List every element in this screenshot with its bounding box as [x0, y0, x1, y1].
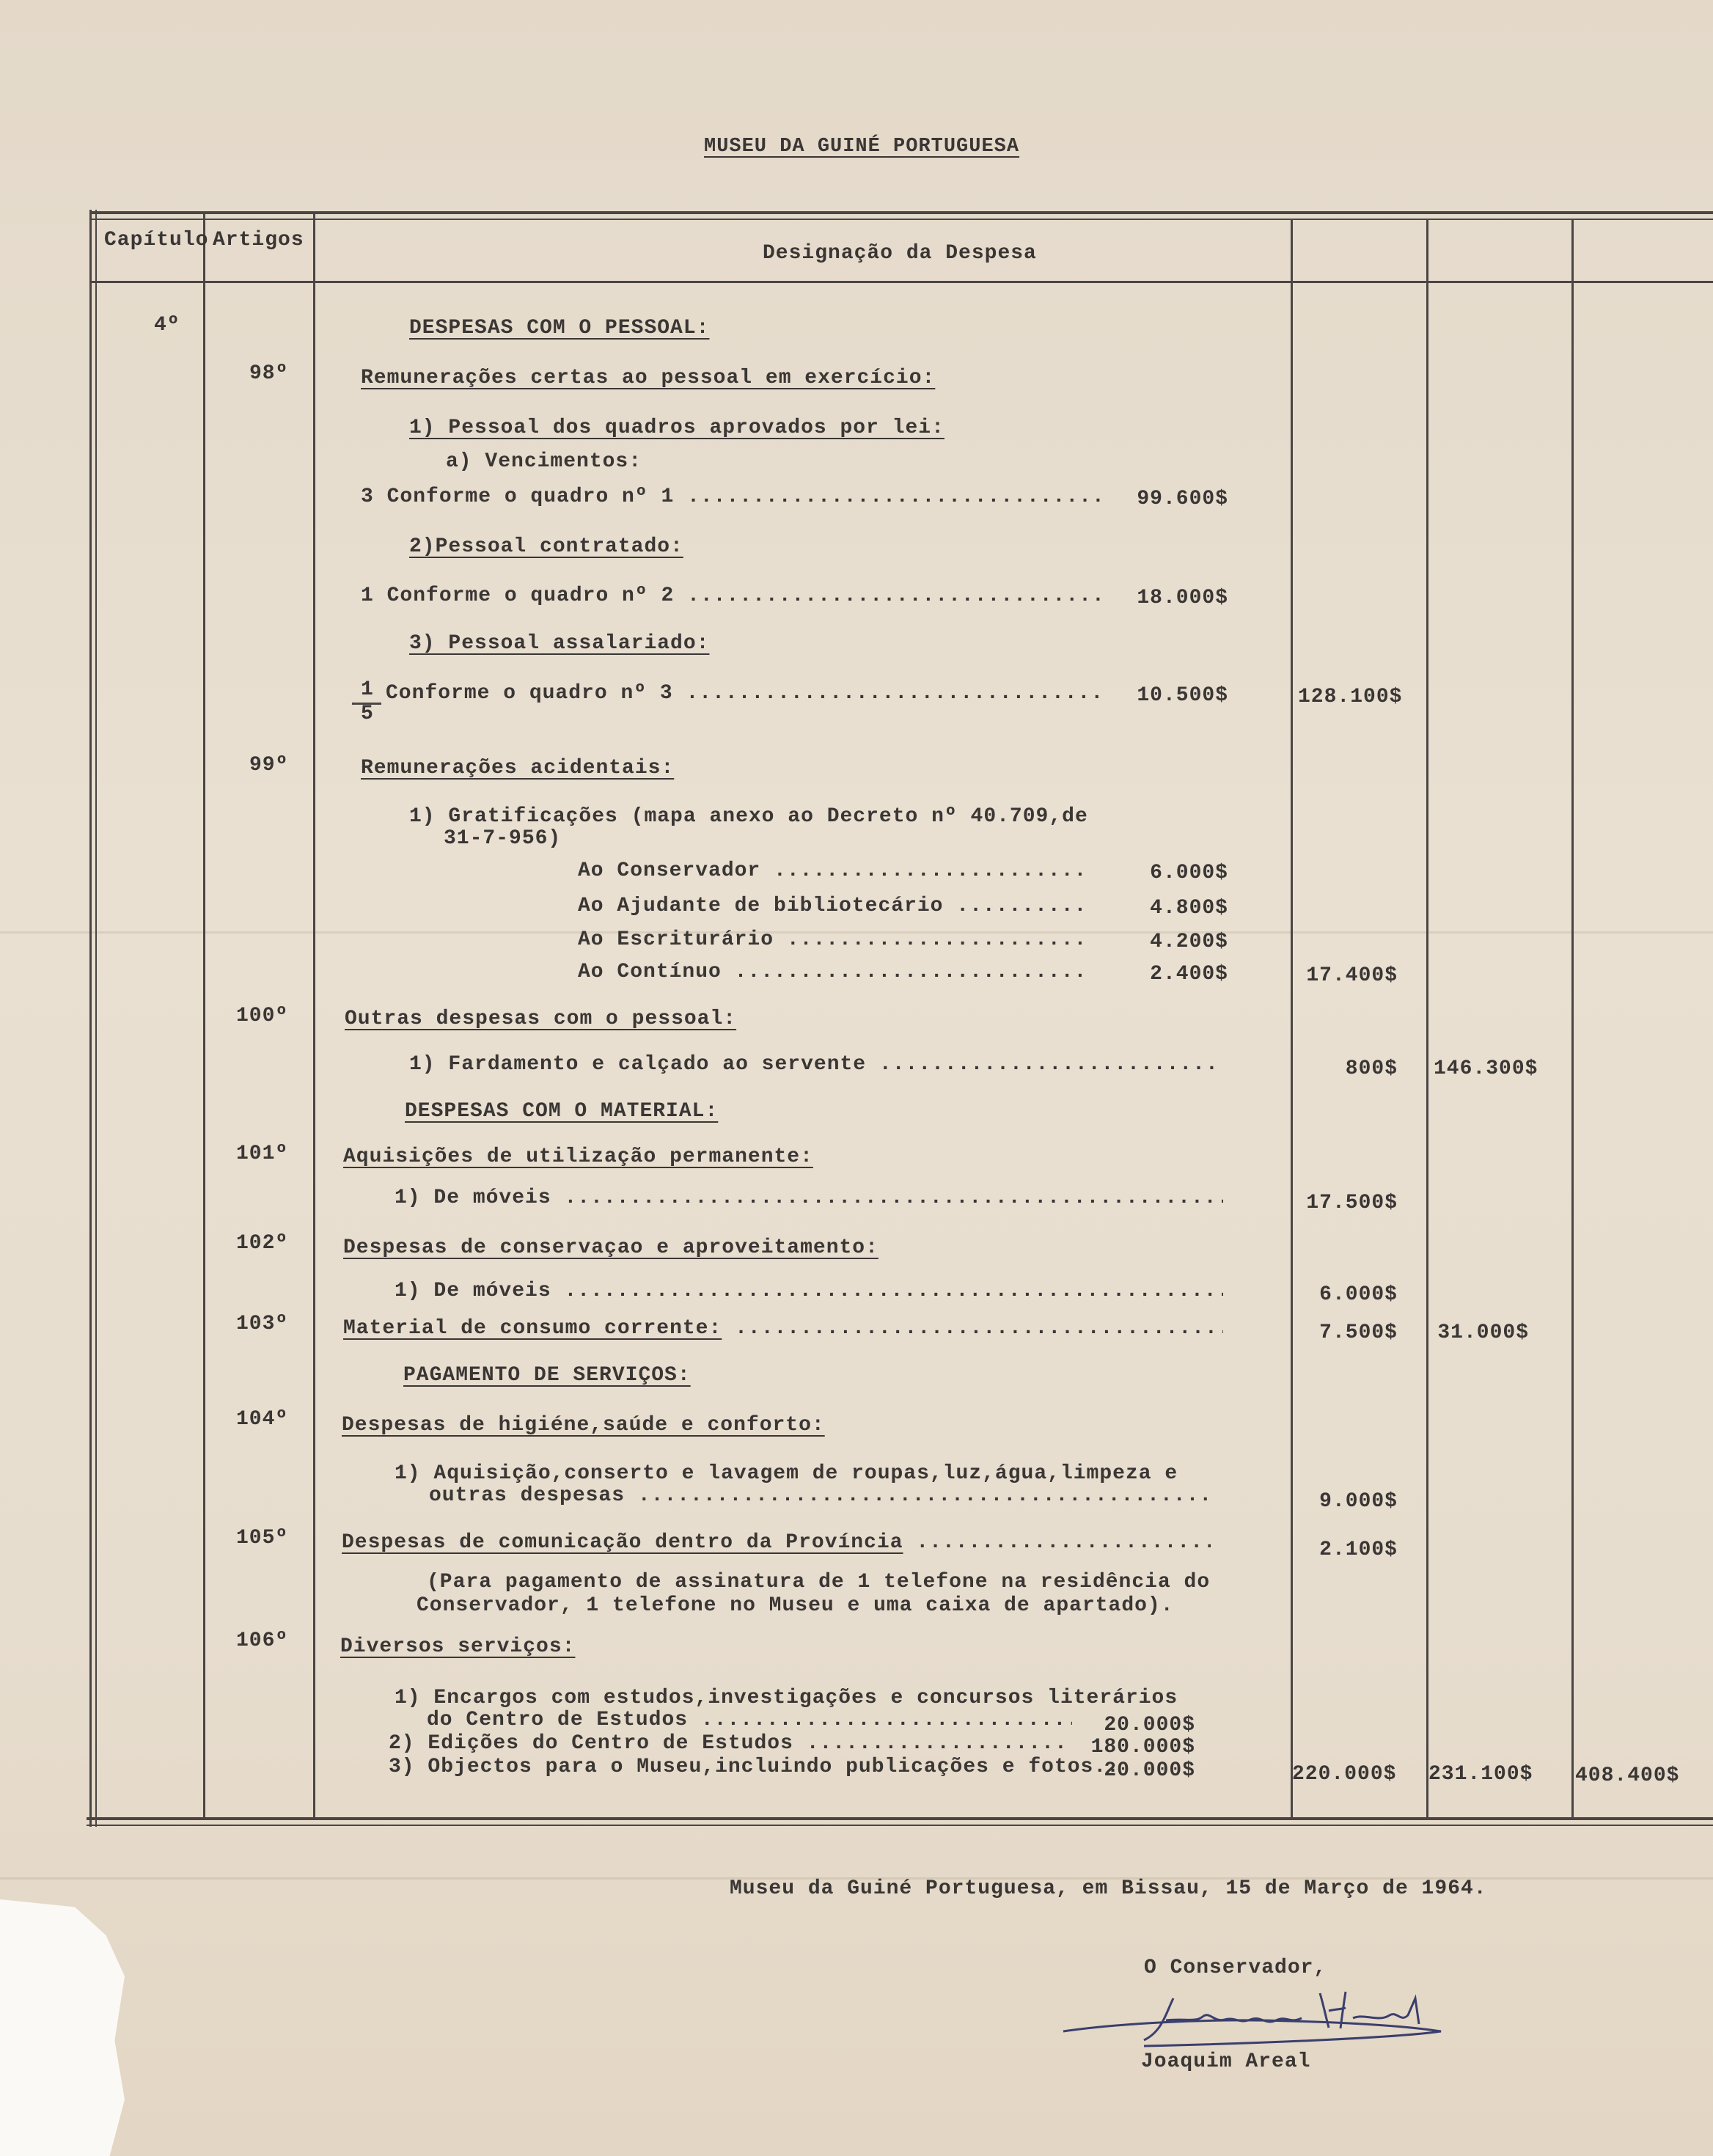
article-number: 104º [236, 1408, 289, 1431]
article-total: 6.000$ [1319, 1283, 1398, 1306]
expense-line: Conforme o quadro nº 3 ..... [386, 682, 1103, 705]
expense-line: do Centro de Estudos ..... [427, 1709, 1072, 1731]
article-total: 17.400$ [1306, 964, 1398, 987]
expense-value: 18.000$ [1137, 587, 1228, 609]
expense-line: Ao Conservador ..... [578, 859, 1091, 882]
expense-value: 2.400$ [1150, 963, 1228, 986]
expense-line: 3) Objectos para o Museu,incluindo publicações e fotos.. [389, 1756, 1120, 1778]
expense-line: Ao Escriturário ..... [578, 928, 1091, 951]
chapter-total: 146.300$ [1434, 1057, 1538, 1080]
article-number: 103º [236, 1313, 289, 1335]
article-title: Diversos serviços: [340, 1635, 576, 1658]
column-divider [313, 213, 315, 1819]
expense-line: 1 Conforme o quadro nº 2 ..... [361, 584, 1103, 607]
article-title: Despesas de higiéne,saúde e conforto: [342, 1414, 825, 1437]
table-top-rule [89, 211, 1713, 214]
chapter-total: 31.000$ [1437, 1321, 1529, 1344]
subheading: 3) Pessoal assalariado: [409, 632, 710, 655]
expense-value: 4.200$ [1150, 931, 1228, 953]
expense-line: 1) Encargos com estudos,investigações e concursos literários [395, 1687, 1178, 1709]
subheading [409, 417, 944, 439]
article-number: 98º [249, 362, 289, 385]
article-number: 101º [236, 1143, 289, 1165]
table-bottom-rule [87, 1817, 1713, 1820]
article-title: Remunerações acidentais: [361, 757, 675, 780]
subheading: 2)Pessoal contratado: [409, 535, 683, 558]
article-total: 800$ [1345, 1057, 1398, 1080]
column-divider [1571, 220, 1574, 1819]
article-title: Despesas de comunicação dentro da Província [342, 1531, 903, 1554]
place-date: Museu da Guiné Portuguesa, em Bissau, 15 de Março de 1964. [730, 1877, 1487, 1900]
table-left-border [95, 210, 97, 1827]
section-heading-servicos: PAGAMENTO DE SERVIÇOS: [403, 1364, 691, 1387]
article-number: 106º [236, 1629, 289, 1652]
article-title: Despesas de conservaçao e aproveitamento: [343, 1236, 878, 1259]
grand-total: 408.400$ [1575, 1764, 1680, 1787]
table-top-rule [89, 219, 1713, 220]
expense-value: 99.600$ [1137, 488, 1228, 510]
article-title: Remunerações certas ao pessoal em exercício: [361, 367, 936, 389]
column-divider [1291, 220, 1293, 1819]
header-artigos: Artigos [213, 229, 304, 252]
article-total: 128.100$ [1298, 686, 1403, 708]
subheading: 1) Gratificações (mapa anexo ao Decreto nº 40.709,de [409, 805, 1088, 828]
signatory-name: Joaquim Areal [1141, 2050, 1311, 2073]
expense-line: 3 Conforme o quadro nº 1 ..... [361, 485, 1103, 508]
article-title: Outras despesas com o pessoal: [345, 1008, 737, 1030]
subheading: a) Vencimentos: [446, 450, 642, 473]
expense-value: 20.000$ [1104, 1759, 1195, 1782]
document-title: MUSEU DA GUINÉ PORTUGUESA [704, 136, 1020, 158]
table-left-border [89, 210, 92, 1827]
article-total: 220.000$ [1292, 1763, 1397, 1786]
subheading-text: 1) Pessoal dos quadros aprovados por lei: [409, 417, 944, 439]
article-title-line [342, 1531, 1211, 1554]
expense-line: 2) Edições do Centro de Estudos ..... [389, 1732, 1072, 1755]
expense-line: Ao Ajudante de bibliotecário ..... [578, 895, 1091, 917]
article-number: 100º [236, 1005, 289, 1027]
expense-value: 20.000$ [1104, 1714, 1195, 1737]
section-heading-material: DESPESAS COM O MATERIAL: [405, 1100, 719, 1123]
article-total: 7.500$ [1319, 1321, 1398, 1344]
note-line: Conservador, 1 telefone no Museu e uma caixa de apartado). [417, 1594, 1174, 1617]
expense-value: 180.000$ [1090, 1736, 1195, 1759]
expense-line: 1) Aquisição,conserto e lavagem de roupas,luz,água,limpeza e [395, 1462, 1178, 1485]
column-divider [203, 213, 205, 1819]
article-number: 105º [236, 1527, 289, 1550]
expense-value: 6.000$ [1150, 862, 1228, 884]
table-bottom-rule [87, 1825, 1713, 1826]
expense-line: outras despesas ..... [429, 1484, 1210, 1507]
article-title-line [343, 1317, 1223, 1340]
handwritten-signature [1056, 1980, 1452, 2061]
subheading-cont: 31-7-956) [444, 827, 562, 850]
fraction-numerator: 1 [361, 678, 374, 701]
article-total: 9.000$ [1319, 1490, 1398, 1513]
header-designacao: Designação da Despesa [763, 242, 1037, 265]
column-divider [1426, 220, 1428, 1819]
article-title: Aquisições de utilização permanente: [343, 1145, 813, 1168]
chapter-total: 231.100$ [1428, 1763, 1533, 1786]
header-rule [89, 281, 1713, 283]
expense-line: 1) De móveis ..... [395, 1280, 1223, 1302]
capitulo-number: 4º [154, 314, 180, 337]
expense-value: 10.500$ [1137, 684, 1228, 707]
section-heading-pessoal: DESPESAS COM O PESSOAL: [409, 317, 710, 340]
expense-value: 4.800$ [1150, 897, 1228, 920]
article-title: Material de consumo corrente: [343, 1317, 722, 1340]
expense-line: Ao Contínuo ..... [578, 961, 1091, 983]
article-total: 2.100$ [1319, 1539, 1398, 1561]
fraction-denominator: 5 [361, 703, 374, 725]
expense-line: 1) De móveis ..... [395, 1187, 1223, 1209]
article-total: 17.500$ [1306, 1192, 1398, 1214]
article-number: 99º [249, 754, 289, 777]
signatory-role: O Conservador, [1144, 1957, 1327, 1979]
expense-line: 1) Fardamento e calçado ao servente ..... [409, 1053, 1223, 1076]
article-number: 102º [236, 1232, 289, 1255]
torn-corner [0, 1899, 125, 2156]
header-capitulo: Capítulo [104, 229, 209, 252]
note-line: (Para pagamento de assinatura de 1 telefone na residência do [427, 1571, 1211, 1594]
